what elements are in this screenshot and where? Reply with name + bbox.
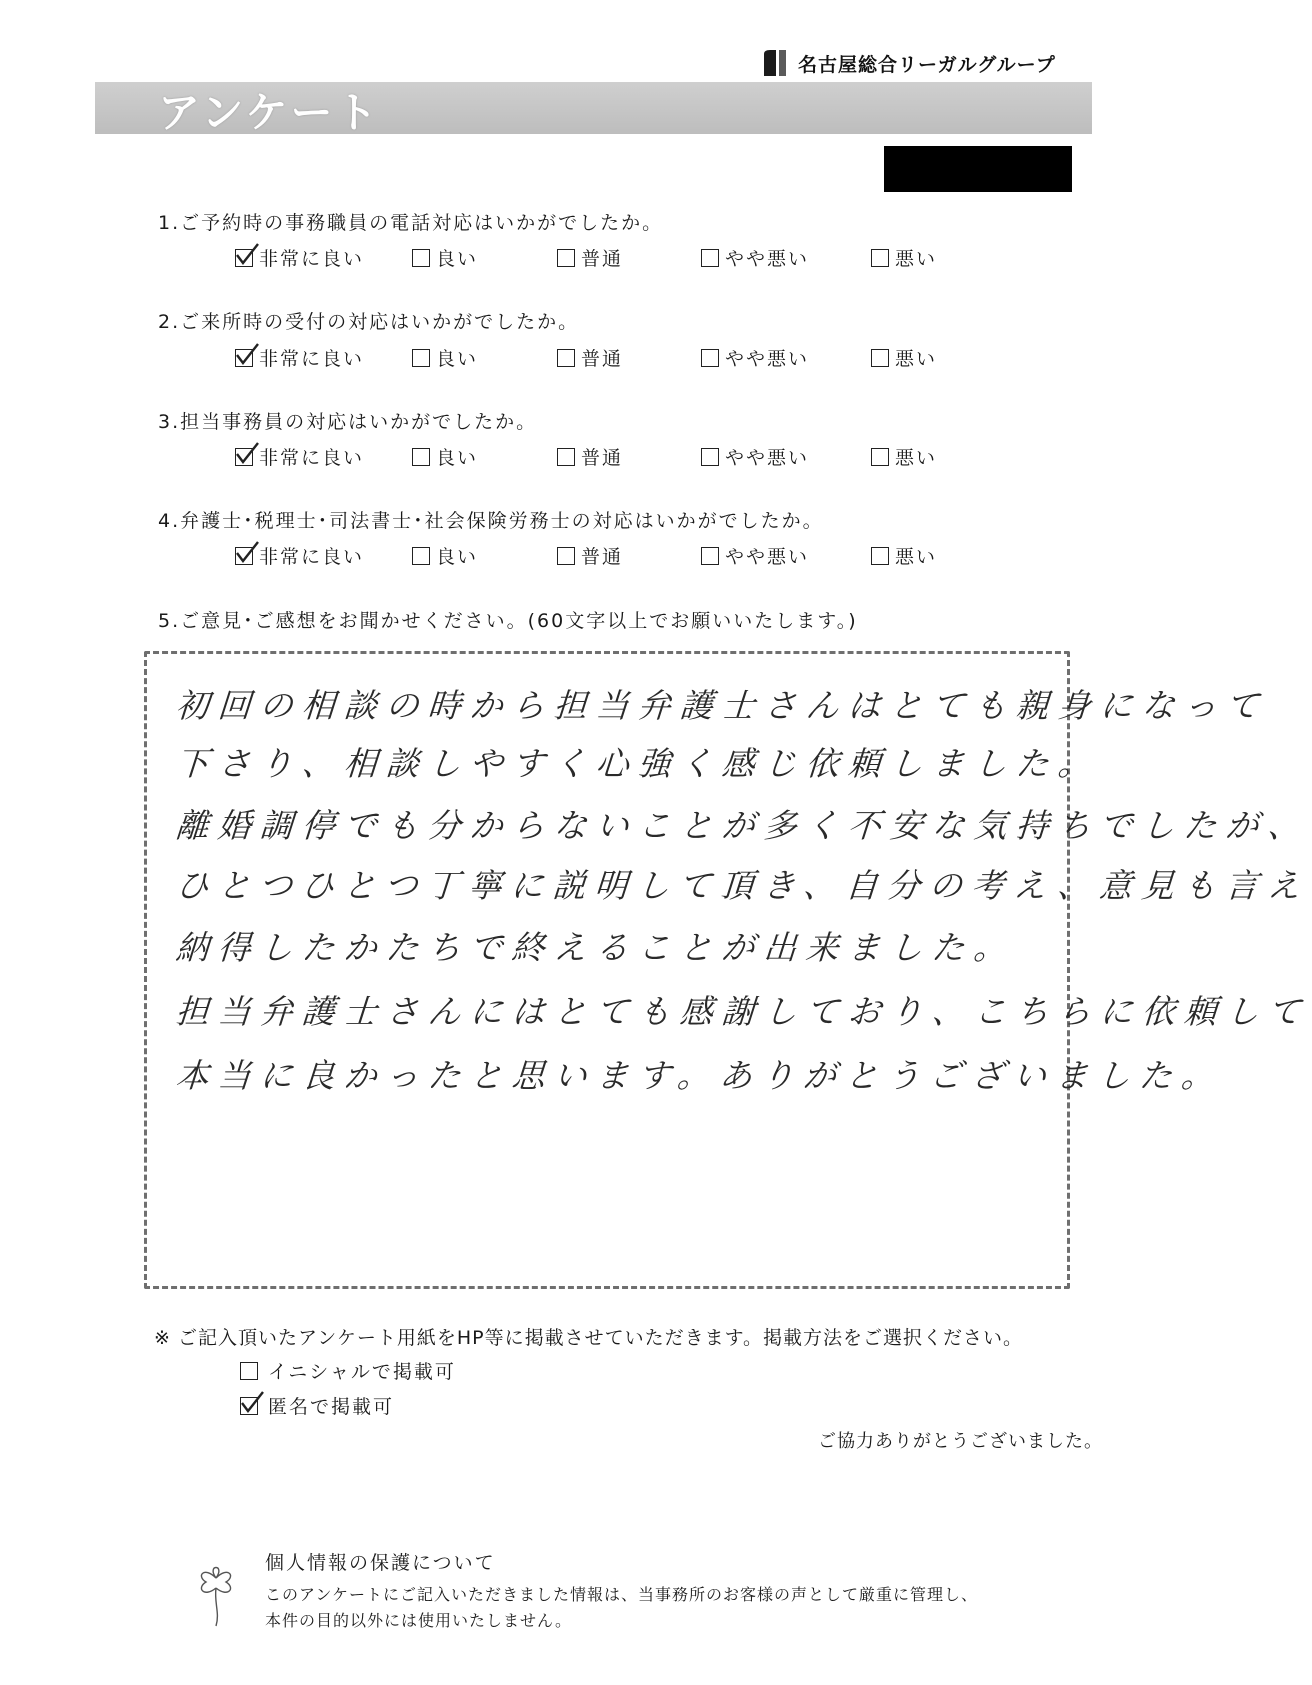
option-very-good[interactable]: [235, 244, 364, 271]
option-good[interactable]: [412, 542, 478, 569]
option-average[interactable]: [557, 443, 623, 470]
question-5-label: 5.ご意見･ご感想をお聞かせください。(60文字以上でお願いいたします。): [158, 610, 858, 632]
brand-logo-icon: [760, 48, 790, 78]
option-label: やや悪い: [725, 248, 810, 270]
question-4-label: 4.弁護士･税理士･司法書士･社会保険労務士の対応はいかがでしたか。: [158, 510, 824, 532]
checkbox[interactable]: [557, 547, 575, 565]
checkbox-checked[interactable]: [235, 448, 253, 466]
option-average[interactable]: [557, 542, 623, 569]
checkbox[interactable]: [240, 1362, 258, 1380]
privacy-title: 個人情報の保護について: [265, 1552, 496, 1574]
option-label: 悪い: [895, 546, 938, 568]
option-bad[interactable]: [871, 542, 937, 569]
option-label: 普通: [581, 248, 624, 270]
question-3-label: 3.担当事務員の対応はいかがでしたか。: [158, 411, 538, 433]
question-2-label: 2.ご来所時の受付の対応はいかがでしたか。: [158, 311, 580, 333]
check-mark-icon: [234, 441, 260, 467]
question-1-label: 1.ご予約時の事務職員の電話対応はいかがでしたか。: [158, 212, 664, 234]
brand: [760, 48, 1056, 78]
checkbox[interactable]: [701, 249, 719, 267]
comment-line: 本当に良かったと思います。ありがとうございました。: [174, 1056, 1225, 1095]
question-2-options: [235, 344, 995, 374]
clover-icon: [186, 1548, 246, 1628]
option-label: 非常に良い: [259, 248, 365, 270]
comment-line: 離婚調停でも分からないことが多く不安な気持ちでしたが、: [174, 806, 1311, 845]
question-1-options: [235, 244, 995, 274]
comment-line: 下さり、相談しやすく心強く感じ依頼しました。: [174, 744, 1102, 783]
option-label: 良い: [436, 546, 479, 568]
option-label: 非常に良い: [259, 348, 365, 370]
redacted-name-block: [884, 146, 1072, 192]
checkbox[interactable]: [412, 448, 430, 466]
thanks-message: ご協力ありがとうございました。: [818, 1431, 1103, 1452]
checkbox[interactable]: [701, 349, 719, 367]
option-label: 良い: [436, 447, 479, 469]
option-label: 普通: [581, 546, 624, 568]
checkbox[interactable]: [557, 349, 575, 367]
option-label: 悪い: [895, 248, 938, 270]
question-3-options: [235, 443, 995, 473]
option-label: 非常に良い: [259, 447, 365, 469]
option-label: やや悪い: [725, 348, 810, 370]
checkbox-checked[interactable]: [235, 547, 253, 565]
question-4-options: [235, 542, 995, 572]
checkbox[interactable]: [412, 547, 430, 565]
option-very-good[interactable]: [235, 542, 364, 569]
option-somewhat-bad[interactable]: [701, 344, 809, 371]
checkbox[interactable]: [701, 448, 719, 466]
option-label: 悪い: [895, 447, 938, 469]
option-somewhat-bad[interactable]: [701, 542, 809, 569]
comment-line: 納得したかたちで終えることが出来ました。: [174, 928, 1017, 967]
privacy-text-line: このアンケートにご記入いただきました情報は、当事務所のお客様の声として厳重に管理し、: [265, 1585, 979, 1604]
publication-option-label: 匿名で掲載可: [268, 1396, 395, 1418]
option-average[interactable]: [557, 344, 623, 371]
option-label: 良い: [436, 248, 479, 270]
comment-line: 初回の相談の時から担当弁護士さんはとても親身になって: [174, 686, 1270, 725]
checkbox[interactable]: [871, 448, 889, 466]
option-somewhat-bad[interactable]: [701, 244, 809, 271]
option-good[interactable]: [412, 344, 478, 371]
check-mark-icon: [234, 242, 260, 268]
option-label: 非常に良い: [259, 546, 365, 568]
option-very-good[interactable]: [235, 443, 364, 470]
option-label: やや悪い: [725, 546, 810, 568]
option-label: 普通: [581, 447, 624, 469]
checkbox[interactable]: [557, 249, 575, 267]
check-mark-icon: [234, 540, 260, 566]
checkbox[interactable]: [557, 448, 575, 466]
checkbox-checked[interactable]: [235, 349, 253, 367]
checkbox[interactable]: [412, 349, 430, 367]
checkbox-checked[interactable]: [240, 1397, 258, 1415]
privacy-text-line: 本件の目的以外には使用いたしません。: [265, 1611, 572, 1630]
option-good[interactable]: [412, 244, 478, 271]
option-label: 普通: [581, 348, 624, 370]
option-average[interactable]: [557, 244, 623, 271]
comment-line: ひとつひとつ丁寧に説明して頂き、自分の考え、意見も言え: [174, 866, 1311, 905]
check-mark-icon: [234, 342, 260, 368]
option-very-good[interactable]: [235, 344, 364, 371]
option-good[interactable]: [412, 443, 478, 470]
checkbox[interactable]: [871, 249, 889, 267]
option-bad[interactable]: [871, 344, 937, 371]
brand-name: 名古屋総合リーガルグループ: [798, 53, 1056, 76]
option-label: 悪い: [895, 348, 938, 370]
checkbox[interactable]: [871, 547, 889, 565]
checkbox[interactable]: [701, 547, 719, 565]
checkbox[interactable]: [412, 249, 430, 267]
checkbox[interactable]: [871, 349, 889, 367]
checkbox-checked[interactable]: [235, 249, 253, 267]
option-label: やや悪い: [725, 447, 810, 469]
publication-option-label: イニシャルで掲載可: [268, 1361, 456, 1383]
publication-option-anonymous[interactable]: [240, 1392, 394, 1419]
option-somewhat-bad[interactable]: [701, 443, 809, 470]
option-bad[interactable]: [871, 244, 937, 271]
publication-note: ※ ご記入頂いたアンケート用紙をHP等に掲載させていただきます。掲載方法をご選択ください。: [154, 1327, 1024, 1349]
option-bad[interactable]: [871, 443, 937, 470]
publication-option-initials[interactable]: [240, 1357, 456, 1384]
option-label: 良い: [436, 348, 479, 370]
check-mark-icon: [239, 1390, 265, 1416]
comment-line: 担当弁護士さんにはとても感謝しており、こちらに依頼して: [174, 992, 1312, 1031]
page-title: アンケート: [158, 88, 381, 137]
